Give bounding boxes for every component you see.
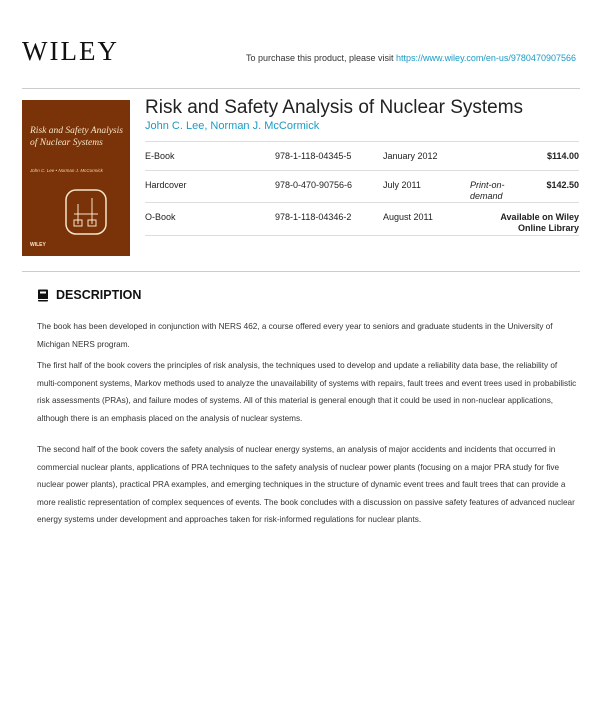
format-row-obook xyxy=(145,202,579,236)
book-cover xyxy=(22,100,130,256)
cover-title-line2: of Nuclear Systems xyxy=(30,137,103,148)
cover-title xyxy=(30,126,126,150)
format-price: $142.50 xyxy=(546,180,579,190)
section-divider xyxy=(22,271,580,272)
format-date: July 2011 xyxy=(383,180,421,190)
format-date: January 2012 xyxy=(383,151,438,161)
book-icon xyxy=(37,289,49,302)
description-paragraph: The first half of the book covers the principles of risk analysis, the techniques used to develop and update a reliability data base, the reliability of multi-component systems, Markov methods used to analyze the unavailability of systems with repairs, fault trees and event trees used in probabilistic risk assessments (PRAs), and failure modes of systems. All of this material is general enough that it could be used in non-nuclear applications, although there is an emphasis placed on the analysis of nuclear systems. xyxy=(37,361,577,423)
cover-authors: John C. Lee • Norman J. McCormick xyxy=(30,168,103,173)
format-date: August 2011 xyxy=(383,212,433,222)
top-divider xyxy=(22,88,580,89)
description-paragraph: The second half of the book covers the safety analysis of nuclear energy systems, an analysis of major accidents and incidents that occurred in commercial nuclear plants, applications of PRA techniques to the safety analysis of nuclear power plants (focusing on a major PRA study for five nuclear power plants), practical PRA examples, and emerging techniques in the structure of dynamic event trees and fault trees that can provide a more realistic representation of complex sequences of events. The book concludes with a discussion on passive safety features of advanced nuclear energy systems under development and approaches taken for risk-informed regulations for nuclear plants. xyxy=(37,445,575,524)
format-isbn: 978-1-118-04345-5 xyxy=(275,151,352,161)
format-row-hardcover xyxy=(145,170,579,202)
format-price: $114.00 xyxy=(546,151,579,161)
description-heading-text: DESCRIPTION xyxy=(56,288,142,302)
format-note: Print-on-demand xyxy=(470,180,505,202)
format-name: Hardcover xyxy=(145,180,187,190)
book-title: Risk and Safety Analysis of Nuclear Systems xyxy=(145,97,524,118)
cover-title-line1: Risk and Safety Analysis xyxy=(30,126,123,136)
format-name: E-Book xyxy=(145,151,175,161)
purchase-text: To purchase this product, please visit xyxy=(245,53,397,63)
wiley-logo[interactable]: WILEY xyxy=(22,36,119,66)
format-isbn: 978-1-118-04346-2 xyxy=(275,212,352,222)
cover-publisher: WILEY xyxy=(30,242,46,248)
description-heading xyxy=(37,288,141,302)
purchase-link[interactable]: https://www.wiley.com/en-us/9780470907566 xyxy=(396,53,576,63)
format-isbn: 978-0-470-90756-6 xyxy=(275,180,353,190)
format-row-ebook xyxy=(145,141,579,170)
cover-diagram-icon xyxy=(56,184,114,240)
purchase-note xyxy=(246,53,576,63)
description-paragraph: The book has been developed in conjunction with NERS 462, a course offered every year to seniors and graduate students in the University of Michigan NERS program. xyxy=(37,322,553,349)
formats-table xyxy=(145,141,579,236)
book-authors[interactable]: John C. Lee, Norman J. McCormick xyxy=(145,120,320,132)
format-name: O-Book xyxy=(145,212,176,222)
format-price[interactable]: Available on Wiley Online Library xyxy=(500,212,579,234)
